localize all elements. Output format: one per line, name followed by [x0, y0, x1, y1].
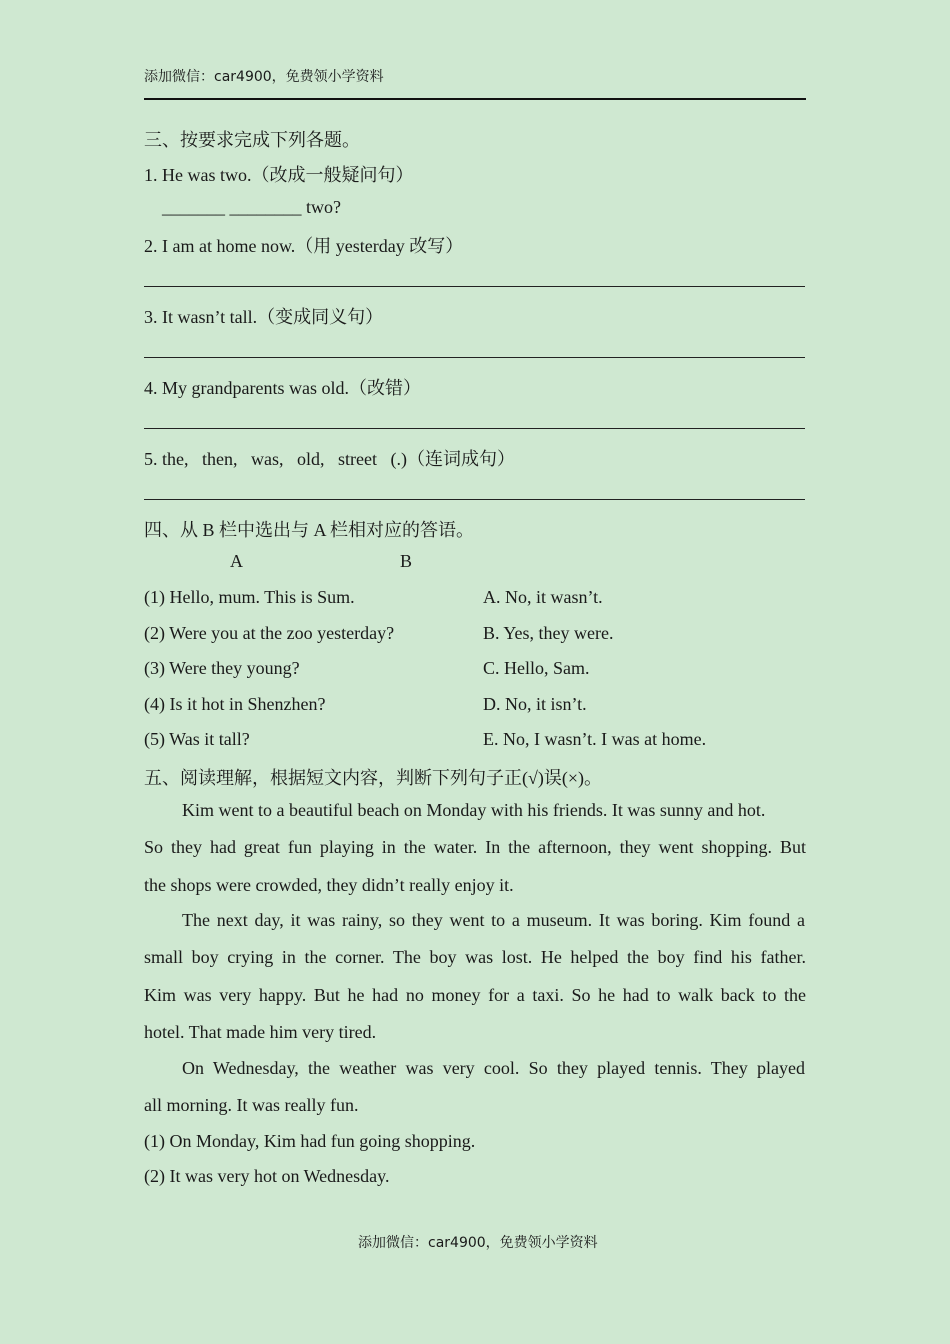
- section3-title: 三、按要求完成下列各题。: [144, 130, 360, 150]
- a-item: (1) Hello, mum. This is Sum.: [144, 587, 355, 607]
- question-3: 3. It wasn’t tall.（变成同义句）: [144, 307, 384, 327]
- passage-line: Kim went to a beautiful beach on Monday with his friends. It was sunny and hot.: [182, 800, 766, 820]
- b-item: B. Yes, they were.: [483, 623, 614, 643]
- answer-line-3: [144, 357, 805, 358]
- a-item: (5) Was it tall?: [144, 729, 250, 749]
- passage-line: the shops were crowded, they didn’t really enjoy it.: [144, 875, 514, 895]
- question-1-answer-line: _______ ________ two?: [162, 197, 341, 217]
- section5-title: 五、阅读理解，根据短文内容，判断下列句子正(√)误(×)。: [144, 768, 603, 788]
- question-5: 5. the, then, was, old, street (.)（连词成句）: [144, 449, 515, 469]
- b-item: A. No, it wasn’t.: [483, 587, 603, 607]
- column-b-header: B: [400, 551, 413, 571]
- section4-title: 四、从 B 栏中选出与 A 栏相对应的答语。: [144, 520, 475, 540]
- passage-line: The next day, it was rainy, so they went to a museum. It was boring. Kim found a: [182, 910, 805, 930]
- header-divider: [144, 98, 806, 100]
- passage-line: So they had great fun playing in the water. In the afternoon, they went shopping. But: [144, 837, 806, 857]
- passage-line: Kim was very happy. But he had no money for a taxi. So he had to walk back to the: [144, 985, 806, 1005]
- a-item: (3) Were they young?: [144, 658, 300, 678]
- question-1: 1. He was two.（改成一般疑问句）: [144, 165, 414, 185]
- a-item: (4) Is it hot in Shenzhen?: [144, 694, 326, 714]
- header-watermark: 添加微信：car4900，免费领小学资料: [144, 69, 384, 85]
- passage-line: all morning. It was really fun.: [144, 1095, 359, 1115]
- passage-line: On Wednesday, the weather was very cool. So they played tennis. They played: [182, 1058, 805, 1078]
- answer-line-4: [144, 428, 805, 429]
- b-item: E. No, I wasn’t. I was at home.: [483, 729, 707, 749]
- column-a-header: A: [230, 551, 243, 571]
- statement-1: (1) On Monday, Kim had fun going shopping.: [144, 1131, 476, 1151]
- b-item: C. Hello, Sam.: [483, 658, 590, 678]
- answer-line-2: [144, 286, 805, 287]
- footer-watermark: 添加微信：car4900，免费领小学资料: [358, 1235, 598, 1251]
- statement-2: (2) It was very hot on Wednesday.: [144, 1166, 390, 1186]
- passage-line: hotel. That made him very tired.: [144, 1022, 377, 1042]
- question-4: 4. My grandparents was old.（改错）: [144, 378, 421, 398]
- answer-line-5: [144, 499, 805, 500]
- a-item: (2) Were you at the zoo yesterday?: [144, 623, 395, 643]
- b-item: D. No, it isn’t.: [483, 694, 587, 714]
- passage-line: small boy crying in the corner. The boy was lost. He helped the boy find his father.: [144, 947, 806, 967]
- question-2: 2. I am at home now.（用 yesterday 改写）: [144, 236, 464, 256]
